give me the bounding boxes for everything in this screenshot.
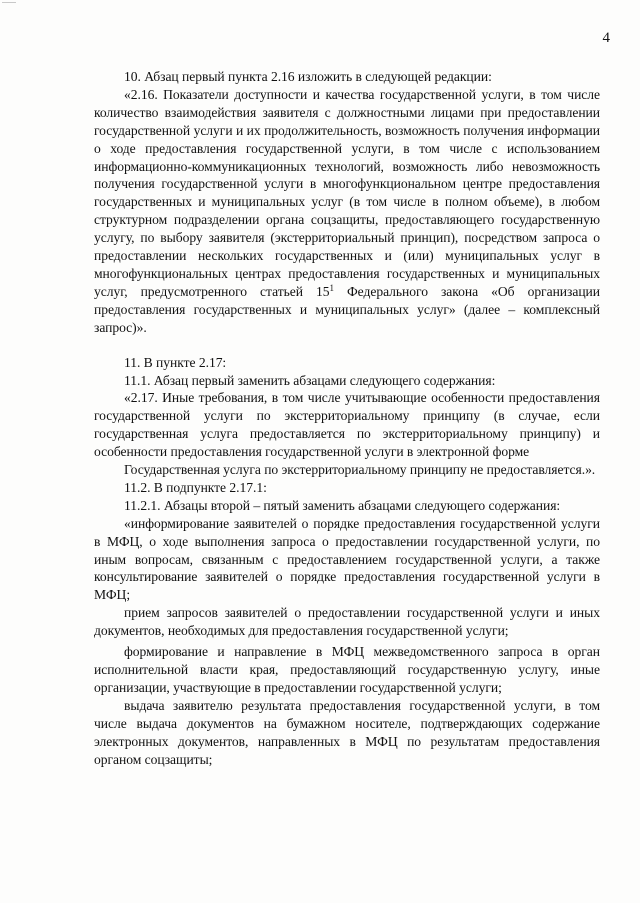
page-number: 4 [602,30,610,46]
paragraph-extraterritorial: Государственная услуга по экстерриториальному принципу не предоставляется.». [124,462,596,478]
paragraph-issuance: выдача заявителю результата предоставления государственной услуги, в том числе выдача документов на бумажном носителе, подтверждающих содержание электронных документов, направленных в МФЦ по результатам предоставления органом соцзащиты; [94,697,600,767]
paragraph-quote-2-17: «2.17. Иные требования, в том числе учитывающие особенности предоставления государственной услуги по экстерриториальному принципу (в случае, если государственная услуга предоставляется по экстерриториальному принципу) и особенности предоставления государственной услуги в электронной форме [94,390,600,460]
paragraph-item-11: 11. В пункте 2.17: [124,354,227,370]
paragraph-item-11-2-1: 11.2.1. Абзацы второй – пятый заменить абзацами следующего содержания: [124,497,561,513]
paragraph-informing: «информирование заявителей о порядке предоставления государственной услуги в МФЦ, о ходе выполнения запроса о предоставлении государственной услуги, по иным вопросам, связанным с предоставлением государственной услуги, а также консультирование заявителей о порядке предоставления государственной услуги в МФЦ; [94,515,600,603]
paragraph-item-11-2: 11.2. В подпункте 2.17.1: [124,479,267,495]
paragraph-text: «2.16. Показатели доступности и качества государственной услуги, в том числе количество взаимодействия заявителя с должностными лицами при предоставлении государственной услуги и их продолжительность, возможность получения информации о ходе предоставления государственной услуги, в том числе с использованием информационно-коммуникационных технологий, возможность либо невозможность получения государственной услуги в многофункциональном центре предоставления государственных и муниципальных услуг (в том числе в полном объеме), в любом структурном подразделении органа соцзащиты, предоставляющего государственную услугу, по выбору заявителя (экстерриториальный принцип), посредством запроса о предоставлении нескольких государственных и (или) муниципальных услуг в многофункциональных центрах предоставления государственных и муниципальных услуг, предусмотренного статьей 15 [94,86,600,299]
scan-artifact [2,2,16,7]
paragraph-forming: формирование и направление в МФЦ межведомственного запроса в орган исполнительной власти края, предоставляющий государственную услугу, иные организации, участвующие в предоставлении государственной услуги; [94,644,600,695]
paragraph-text-continued: Федерального закона «Об организации предоставления государственных и муниципальных услуг» (далее – комплексный запрос)». [94,283,600,335]
paragraph-item-11-1: 11.1. Абзац первый заменить абзацами следующего содержания: [124,372,496,388]
superscript: 1 [329,282,334,293]
paragraph-quote-2-16 [94,86,600,337]
paragraph-reception: прием запросов заявителей о предоставлении государственной услуги и иных документов, необходимых для предоставления государственной услуги; [94,605,600,639]
document-body [94,68,600,768]
paragraph-item-10: 10. Абзац первый пункта 2.16 изложить в следующей редакции: [124,69,492,84]
